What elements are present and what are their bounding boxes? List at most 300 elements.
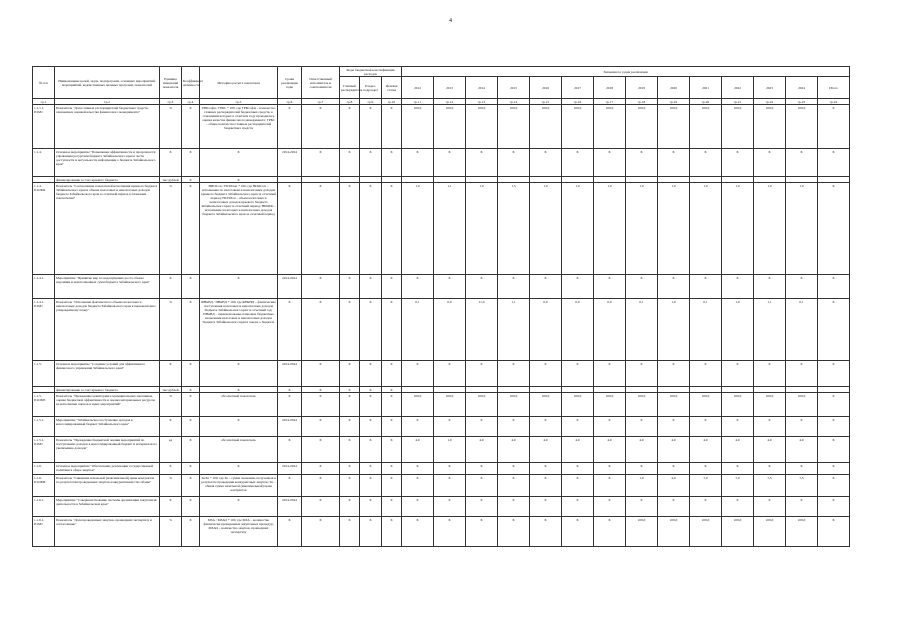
row-year-value: 100,0 (722, 517, 754, 547)
row-number: 1.1.4.1. (33, 275, 55, 299)
header-kbk-gr: Главный распорядитель (340, 77, 360, 99)
row-name: Показатель "Отношение фактического объема налоговых и неналоговых доходов бюджета Забайкальского края к первоначально утвержденному плану" (55, 299, 160, 361)
row-name: Мероприятие "Забайкальское поступление доходов в консолидированный бюджет Забайкальского края" (55, 417, 160, 437)
row-kbk-rz: Х (360, 393, 382, 417)
header-year: 2023 (754, 77, 786, 99)
row-year-value: Х (754, 361, 786, 387)
row-unit: % (160, 517, 182, 547)
row-year-value: 1,0 (690, 183, 722, 275)
row-kbk-cs: Х (382, 497, 402, 517)
row-kbk-gr: Х (340, 105, 360, 149)
row-coef: Х (182, 275, 200, 299)
header-year: 2012 (402, 77, 434, 99)
row-year-value: Х (402, 475, 434, 497)
row-coef: Х (182, 361, 200, 387)
row-year-value: Х (498, 497, 530, 517)
table-row (33, 275, 880, 299)
row-year-value: 4,0 (658, 475, 690, 497)
row-number: 1.1.4.1. П1М1 (33, 299, 55, 361)
column-index-cell: гр.13 (466, 99, 498, 105)
row-year-value: 0,0 (530, 299, 562, 361)
row-name: Основное мероприятие "Повышение эффективности и прозрачности управления ресурсами бюджета Забайкальского края в части доступности и актуальности информации о бюджете Забайкальского края" (55, 149, 160, 177)
row-kbk-rz: Х (360, 417, 382, 437)
row-year-value: 1,0 (626, 183, 658, 275)
row-final: Х (818, 393, 850, 417)
row-year-value: Х (562, 417, 594, 437)
row-year-value: 100,0 (690, 105, 722, 149)
row-number: 1.1.4. П1ОМ4 (33, 183, 55, 275)
row-number: 1.1.4. (33, 149, 55, 177)
row-method: Х (200, 177, 278, 183)
row-name: Показатель "Доля главных распорядителей бюджетных средств, охваченных оценкой качества финансового менеджмента" (55, 105, 160, 149)
row-year-value: 1,0 (722, 299, 754, 361)
row-year-value: Х (594, 275, 626, 299)
row-year-value: 1,5 (498, 183, 530, 275)
row-coef: Х (182, 387, 200, 393)
row-year-value: Х (402, 275, 434, 299)
row-year-value: 100,0 (658, 105, 690, 149)
row-coef: Х (182, 497, 200, 517)
table-row (33, 497, 880, 517)
row-year-value: Х (594, 149, 626, 177)
row-kbk-cs: Х (382, 149, 402, 177)
row-year-value: Х (530, 275, 562, 299)
row-year-value: Х (402, 149, 434, 177)
row-number: 1.1.5.1. (33, 417, 55, 437)
row-kbk-cs: Х (382, 475, 402, 497)
row-year-value: Х (466, 517, 498, 547)
header-year: 2014 (466, 77, 498, 99)
row-year-value: Х (690, 275, 722, 299)
row-kbk-cs: Х (382, 463, 402, 475)
row-year-value: Х (690, 497, 722, 517)
row-name: финансирование за счет краевого бюджета (55, 177, 160, 183)
row-year-value: Х (786, 497, 818, 517)
row-number: 1.1.6. П1ОМ6 (33, 475, 55, 497)
row-year-value: 100,0 (402, 393, 434, 417)
row-year-value: 1,0 (658, 183, 690, 275)
row-method: Х (200, 417, 278, 437)
row-executor: Х (302, 463, 340, 475)
row-year-value: 1,0 (466, 183, 498, 275)
row-unit: Х (160, 275, 182, 299)
row-year-value: Х (530, 497, 562, 517)
row-kbk-rz: Х (360, 299, 382, 361)
row-year-value: 1,1 (498, 299, 530, 361)
row-year-value: Х (466, 149, 498, 177)
row-final: Х (818, 361, 850, 387)
table-row (33, 361, 880, 387)
row-year-value: Х (402, 463, 434, 475)
column-index-cell: гр.6 (278, 99, 302, 105)
row-year-value: 100,0 (690, 517, 722, 547)
row-year-value: Х (626, 497, 658, 517)
row-kbk-rz: Х (360, 475, 382, 497)
row-final: Х (818, 517, 850, 547)
row-final: Х (818, 183, 850, 275)
row-kbk-rz: Х (360, 149, 382, 177)
header-name: Наименование целей, задач, подпрограмм, основных мероприятий, мероприятий, ведомственных целевых программ, показателей (55, 67, 160, 99)
column-index-cell: гр.19 (658, 99, 690, 105)
row-year-value: 0,1 (626, 299, 658, 361)
column-index-cell: гр.10 (382, 99, 402, 105)
row-year-value: Х (562, 497, 594, 517)
row-year-value: 0,1 (786, 299, 818, 361)
row-executor: Х (302, 183, 340, 275)
row-year-value: 100,0 (786, 393, 818, 417)
row-year-value: Х (402, 517, 434, 547)
row-executor: Х (302, 497, 340, 517)
row-year-value: Х (466, 463, 498, 475)
row-executor: Х (302, 275, 340, 299)
row-unit: % (160, 183, 182, 275)
row-final: Х (818, 463, 850, 475)
header-year: 2013 (434, 77, 466, 99)
row-year-value: 1,0 (786, 183, 818, 275)
row-year-value: 0,0 (594, 299, 626, 361)
row-method: НИОСоп / НСПОоп * 100, где НИОСоп – исполнение по налоговым и неналоговым доходам краевого бюджета Забайкальского края за отчетный период; НСПОоп – объем налоговых и неналоговых доходов краевого бюджета Забайкальского края за отчетный период; НИОПп – исполнение налоговых и неналоговых доходов бюджета Забайкальского края за отчетный период (200, 183, 278, 275)
row-executor: Х (302, 149, 340, 177)
row-method: Х (200, 387, 278, 393)
row-year-value: 1,0 (722, 183, 754, 275)
row-kbk-rz: Х (360, 387, 382, 393)
row-coef: Х (182, 183, 200, 275)
row-kbk-cs: Х (382, 105, 402, 149)
row-year-value: Х (722, 417, 754, 437)
row-year-value: 100,0 (626, 393, 658, 417)
row-year-value: 100,0 (754, 105, 786, 149)
row-executor: Х (302, 417, 340, 437)
row-year-value: Х (466, 361, 498, 387)
row-kbk-rz: Х (360, 275, 382, 299)
row-year-value: 100,0 (466, 393, 498, 417)
header-kbk: Коды бюджетной классификации расходов (340, 67, 402, 77)
row-year-value: Х (658, 149, 690, 177)
row-name: Показатель "Проведение бюджетной оценки мероприятий по поступлению доходов в консолидированный бюджет и материалов по увеличению доходов" (55, 437, 160, 463)
row-years: Х (278, 183, 302, 275)
header-years: Сроки реализации годы (278, 67, 302, 99)
row-method: МЗА / МЗАО * 100, где МЗА – количество фактически проведенных закупочных процедур; МЗАО – количество закупок, прошедших экспертизу (200, 517, 278, 547)
row-year-value: Х (754, 463, 786, 475)
row-year-value: Х (754, 275, 786, 299)
row-year-value: 4,0 (594, 437, 626, 463)
row-years: Х (278, 299, 302, 361)
column-index-cell: гр.2 (55, 99, 160, 105)
row-executor: Х (302, 437, 340, 463)
row-year-value: 11,0 (466, 299, 498, 361)
row-year-value: 100,0 (434, 105, 466, 149)
row-name: Показатель "Доля проведенных закупок, прошедших экспертизу и согласование" (55, 517, 160, 547)
row-year-value: Х (658, 275, 690, 299)
row-year-value: 7,5 (754, 475, 786, 497)
row-year-value: Х (626, 275, 658, 299)
row-kbk-gr: Х (340, 463, 360, 475)
row-year-value: Х (434, 497, 466, 517)
row-kbk-cs: Х (382, 437, 402, 463)
row-year-value: 100,0 (498, 105, 530, 149)
row-year-value: 4,0 (466, 437, 498, 463)
row-kbk-gr: Х (340, 517, 360, 547)
row-years: 2014-2024 (278, 497, 302, 517)
column-index-cell: гр.20 (690, 99, 722, 105)
row-year-value: 100,0 (658, 517, 690, 547)
row-year-value: Х (786, 149, 818, 177)
row-year-value: Х (402, 361, 434, 387)
row-coef: Х (182, 177, 200, 183)
column-index-cell: гр.11 (402, 99, 434, 105)
row-method: Х (200, 497, 278, 517)
row-kbk-cs: Х (382, 361, 402, 387)
column-index-cell: гр.9 (360, 99, 382, 105)
indicators-table (32, 66, 880, 547)
row-year-value: 1,0 (402, 183, 434, 275)
table-row (33, 517, 880, 547)
row-coef: Х (182, 417, 200, 437)
row-unit: тыс.рублей (160, 177, 182, 183)
row-year-value: Х (722, 149, 754, 177)
row-kbk-gr: Х (340, 475, 360, 497)
row-year-value: Х (402, 417, 434, 437)
row-year-value: Х (466, 497, 498, 517)
column-index-cell: гр.22 (754, 99, 786, 105)
row-year-value: 100,0 (690, 393, 722, 417)
column-index-cell: гр.5 (200, 99, 278, 105)
column-index-cell: гр.12 (434, 99, 466, 105)
table-row (33, 105, 880, 149)
row-year-value: 100,0 (434, 393, 466, 417)
row-year-value: 7,0 (722, 475, 754, 497)
row-year-value: Х (786, 361, 818, 387)
row-year-value: Х (690, 463, 722, 475)
row-executor: Х (302, 517, 340, 547)
row-kbk-rz: Х (360, 105, 382, 149)
row-year-value: Х (466, 275, 498, 299)
row-year-value: 100,0 (626, 517, 658, 547)
row-kbk-rz: Х (360, 183, 382, 275)
row-kbk-gr: Х (340, 299, 360, 361)
row-year-value: 1,0 (434, 437, 466, 463)
row-method: Х (200, 275, 278, 299)
column-index-cell: гр.21 (722, 99, 754, 105)
row-year-value: Х (530, 149, 562, 177)
row-years: Х (278, 387, 302, 393)
row-unit: Х (160, 361, 182, 387)
row-unit: тыс.рублей (160, 387, 182, 393)
row-kbk-rz: Х (360, 497, 382, 517)
row-year-value: 100,0 (594, 393, 626, 417)
row-year-value: Х (434, 475, 466, 497)
column-index-cell: гр.1 (33, 99, 55, 105)
row-year-value: 4,0 (562, 437, 594, 463)
row-year-value: Х (722, 275, 754, 299)
row-number: 1.1.5.1. П1М1 (33, 437, 55, 463)
row-year-value: 4,0 (658, 437, 690, 463)
row-years: Х (278, 437, 302, 463)
header-year: 2024 (786, 77, 818, 99)
row-year-value: Х (594, 497, 626, 517)
row-kbk-rz: Х (360, 361, 382, 387)
row-years: 2014-2024 (278, 417, 302, 437)
row-year-value: Х (434, 361, 466, 387)
row-final: Х (818, 497, 850, 517)
row-year-value: Х (498, 361, 530, 387)
row-year-value: Х (562, 517, 594, 547)
row-coef: Х (182, 105, 200, 149)
row-year-value: 100,0 (562, 105, 594, 149)
row-final: Х (818, 105, 850, 149)
row-number: 1.1.5. (33, 361, 55, 387)
row-year-value: 100,0 (498, 393, 530, 417)
row-year-value: Х (594, 361, 626, 387)
row-year-value: 4,0 (626, 437, 658, 463)
row-year-value: Х (530, 417, 562, 437)
row-name: Показатель "Соотношение показателей исполнения краевого бюджета Забайкальского края и объема налоговых и неналоговых доходов бюджета Забайкальского края за отчетный период к плановым показателям" (55, 183, 160, 275)
row-final: Х (818, 437, 850, 463)
table-row (33, 475, 880, 497)
row-year-value: 0,1 (402, 299, 434, 361)
row-year-value: Х (754, 417, 786, 437)
row-unit: Х (160, 463, 182, 475)
row-year-value: Х (754, 497, 786, 517)
row-year-value: 100,0 (562, 393, 594, 417)
row-name: Основное мероприятие "Создание условий для эффективного финансового управления Забайкальского края" (55, 361, 160, 387)
row-kbk-gr: Х (340, 361, 360, 387)
row-unit: % (160, 393, 182, 417)
row-year-value: Х (498, 517, 530, 547)
row-coef: Х (182, 149, 200, 177)
row-coef: Х (182, 463, 200, 475)
row-year-value: Х (402, 497, 434, 517)
row-years: Х (278, 475, 302, 497)
row-year-value: 1,0 (658, 299, 690, 361)
column-index-cell: гр.8 (340, 99, 360, 105)
row-coef: Х (182, 475, 200, 497)
row-kbk-gr: Х (340, 497, 360, 517)
row-number: 1.1.1.1. П1М1 (33, 105, 55, 149)
row-year-value: Х (658, 497, 690, 517)
row-coef: Х (182, 299, 200, 361)
row-kbk-gr: Х (340, 149, 360, 177)
table-row (33, 463, 880, 475)
column-index-cell: гр.14 (498, 99, 530, 105)
row-year-value: 4,0 (530, 437, 562, 463)
column-index-cell: гр.17 (594, 99, 626, 105)
row-year-value: Х (466, 417, 498, 437)
table-row (33, 183, 880, 275)
row-year-value: Х (562, 361, 594, 387)
row-method: Х (200, 361, 278, 387)
table-row (33, 299, 880, 361)
row-final: Х (818, 299, 850, 361)
row-final: Х (818, 475, 850, 497)
header-final: Итого (818, 77, 850, 99)
row-executor: Х (302, 393, 340, 417)
row-final: Х (818, 417, 850, 437)
row-unit: Х (160, 497, 182, 517)
row-year-value: Х (594, 517, 626, 547)
row-kbk-cs: Х (382, 393, 402, 417)
row-year-value: 100,0 (402, 105, 434, 149)
row-year-value: Х (690, 417, 722, 437)
row-name: Мероприятие "Принятие мер по недопущению роста объема недоимки и неисполненных сумм бюджета Забайкальского края" (55, 275, 160, 299)
row-kbk-gr: Х (340, 183, 360, 275)
header-unit: Единица измерения показателя (160, 67, 182, 99)
row-unit: % (160, 105, 182, 149)
row-year-value: Х (754, 149, 786, 177)
row-number: 1.1.6.1. (33, 497, 55, 517)
row-year-value: Х (690, 361, 722, 387)
row-coef: Х (182, 393, 200, 417)
row-year-value: 100,0 (722, 393, 754, 417)
row-year-value: Х (434, 275, 466, 299)
header-values: Значения по годам реализации (402, 67, 850, 77)
row-year-value: Х (530, 475, 562, 497)
row-year-value: Х (562, 463, 594, 475)
header-year: 2020 (658, 77, 690, 99)
row-year-value: Х (594, 475, 626, 497)
row-year-value: Х (434, 417, 466, 437)
row-year-value: Х (626, 361, 658, 387)
row-year-value: 4,0 (498, 437, 530, 463)
row-kbk-cs: Х (382, 517, 402, 547)
row-executor: Х (302, 361, 340, 387)
row-year-value: 1,1 (434, 183, 466, 275)
row-year-value: Х (530, 517, 562, 547)
row-year-value: Х (434, 463, 466, 475)
row-year-value: Х (722, 361, 754, 387)
row-year-value: 0,0 (434, 299, 466, 361)
row-kbk-rz: Х (360, 517, 382, 547)
header-year: 2017 (562, 77, 594, 99)
header-year: 2016 (530, 77, 562, 99)
row-year-value: Х (690, 149, 722, 177)
row-year-value: Х (562, 475, 594, 497)
row-method: Зк/Зп * 100, где Зк – сумма экономии, полученная в результате проведения конкурентных закупок; Зп – общая сумма начальной (максимальной) цены контрактов (200, 475, 278, 497)
row-year-value: 100,0 (754, 393, 786, 417)
row-year-value: Х (786, 463, 818, 475)
row-years: Х (278, 517, 302, 547)
row-executor: Х (302, 105, 340, 149)
row-year-value: 100,0 (658, 393, 690, 417)
row-method: Х (200, 463, 278, 475)
row-year-value: 4,0 (786, 437, 818, 463)
row-number: 1.1.6.1. П1М1 (33, 517, 55, 547)
row-year-value: Х (434, 149, 466, 177)
row-year-value: Х (530, 361, 562, 387)
column-index-cell: гр.16 (562, 99, 594, 105)
row-unit: Х (160, 417, 182, 437)
column-index-cell: гр.18 (626, 99, 658, 105)
row-year-value: Х (466, 475, 498, 497)
row-year-value: Х (626, 417, 658, 437)
row-year-value: Х (658, 463, 690, 475)
column-index-cell: гр.7 (302, 99, 340, 105)
row-years: Х (278, 105, 302, 149)
row-kbk-cs: Х (382, 275, 402, 299)
row-name: Мероприятие "Совершенствование системы организации закупочной деятельности в Забайкальском крае" (55, 497, 160, 517)
column-index-cell: гр.23 (786, 99, 818, 105)
row-year-value: 7,0 (690, 475, 722, 497)
header-year: 2021 (690, 77, 722, 99)
row-executor: Х (302, 299, 340, 361)
table-row (33, 149, 880, 177)
header-year: 2018 (594, 77, 626, 99)
row-year-value: Х (786, 275, 818, 299)
row-executor: Х (302, 475, 340, 497)
row-year-value: Х (722, 497, 754, 517)
row-final: Х (818, 149, 850, 177)
row-kbk-rz: Х (360, 463, 382, 475)
